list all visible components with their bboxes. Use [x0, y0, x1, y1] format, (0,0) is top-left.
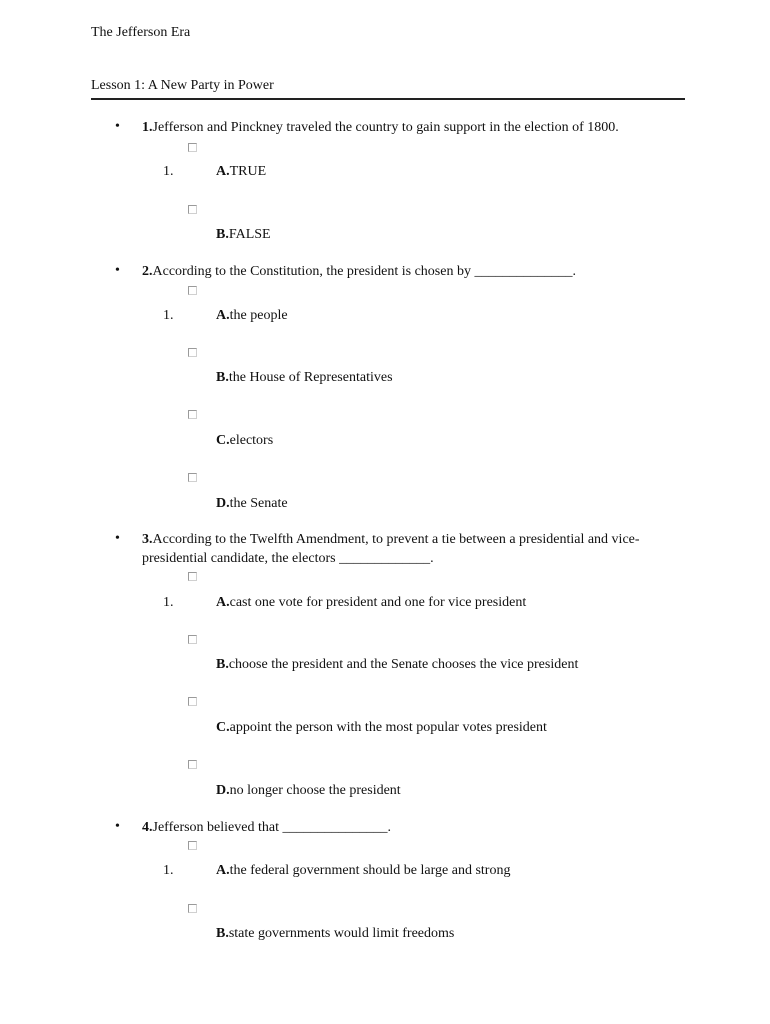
list-number: 1.: [163, 595, 174, 610]
option-checkbox[interactable]: [188, 473, 197, 482]
option-checkbox[interactable]: [188, 904, 197, 913]
question-text: [142, 818, 687, 837]
option-checkbox[interactable]: [188, 348, 197, 357]
option-a: [216, 307, 288, 325]
option-letter: B.: [216, 227, 229, 242]
question-text: [142, 530, 687, 568]
option-a: [216, 594, 526, 612]
option-b: [216, 369, 393, 387]
option-letter: B.: [216, 370, 229, 385]
option-checkbox[interactable]: [188, 205, 197, 214]
option-letter: D.: [216, 783, 230, 798]
question-text: [142, 118, 687, 137]
option-letter: A.: [216, 164, 230, 179]
option-d: [216, 495, 288, 513]
option-letter: A.: [216, 308, 230, 323]
question-number: 4.: [142, 820, 153, 835]
option-c: [216, 719, 547, 737]
bullet-icon: •: [115, 819, 120, 834]
document-title: The Jefferson Era: [91, 25, 191, 40]
option-letter: B.: [216, 657, 229, 672]
option-checkbox[interactable]: [188, 841, 197, 850]
option-text: no longer choose the president: [229, 783, 401, 798]
question-text: [142, 262, 687, 281]
bullet-icon: •: [115, 263, 120, 278]
option-letter: C.: [216, 720, 230, 735]
option-c: [216, 432, 273, 450]
option-text: appoint the person with the most popular votes president: [229, 720, 547, 735]
option-checkbox[interactable]: [188, 410, 197, 419]
list-number: 1.: [163, 863, 174, 878]
option-text: choose the president and the Senate chooses the vice president: [228, 657, 579, 672]
option-letter: B.: [216, 926, 229, 941]
option-b: [216, 656, 578, 674]
question-number: 3.: [142, 532, 153, 547]
question-prompt: According to the Twelfth Amendment, to prevent a tie between a presidential and vice-presidential candidate, the electors _____________.: [142, 532, 640, 566]
option-text: the House of Representatives: [228, 370, 393, 385]
bullet-icon: •: [115, 531, 120, 546]
option-text: electors: [229, 433, 274, 448]
option-text: the Senate: [229, 496, 288, 511]
option-text: the people: [229, 308, 288, 323]
bullet-icon: •: [115, 119, 120, 134]
option-checkbox[interactable]: [188, 635, 197, 644]
lesson-title: Lesson 1: A New Party in Power: [91, 78, 274, 93]
title-divider: [91, 98, 685, 100]
question-number: 2.: [142, 264, 153, 279]
question-prompt: According to the Constitution, the president is chosen by ______________.: [152, 264, 576, 279]
question-number: 1.: [142, 120, 153, 135]
option-b: [216, 226, 271, 244]
option-text: FALSE: [228, 227, 271, 242]
option-checkbox[interactable]: [188, 286, 197, 295]
list-number: 1.: [163, 308, 174, 323]
option-letter: A.: [216, 595, 230, 610]
option-checkbox[interactable]: [188, 760, 197, 769]
option-text: TRUE: [229, 164, 267, 179]
option-a: [216, 163, 266, 181]
option-checkbox[interactable]: [188, 572, 197, 581]
option-letter: A.: [216, 863, 230, 878]
option-text: state governments would limit freedoms: [228, 926, 455, 941]
option-b: [216, 925, 454, 943]
question-prompt: Jefferson believed that _______________.: [152, 820, 391, 835]
option-letter: C.: [216, 433, 230, 448]
option-letter: D.: [216, 496, 230, 511]
option-checkbox[interactable]: [188, 143, 197, 152]
question-prompt: Jefferson and Pinckney traveled the country to gain support in the election of 1800.: [152, 120, 619, 135]
list-number: 1.: [163, 164, 174, 179]
option-a: [216, 862, 510, 880]
option-checkbox[interactable]: [188, 697, 197, 706]
option-text: cast one vote for president and one for vice president: [229, 595, 527, 610]
option-text: the federal government should be large and strong: [229, 863, 511, 878]
option-d: [216, 782, 401, 800]
